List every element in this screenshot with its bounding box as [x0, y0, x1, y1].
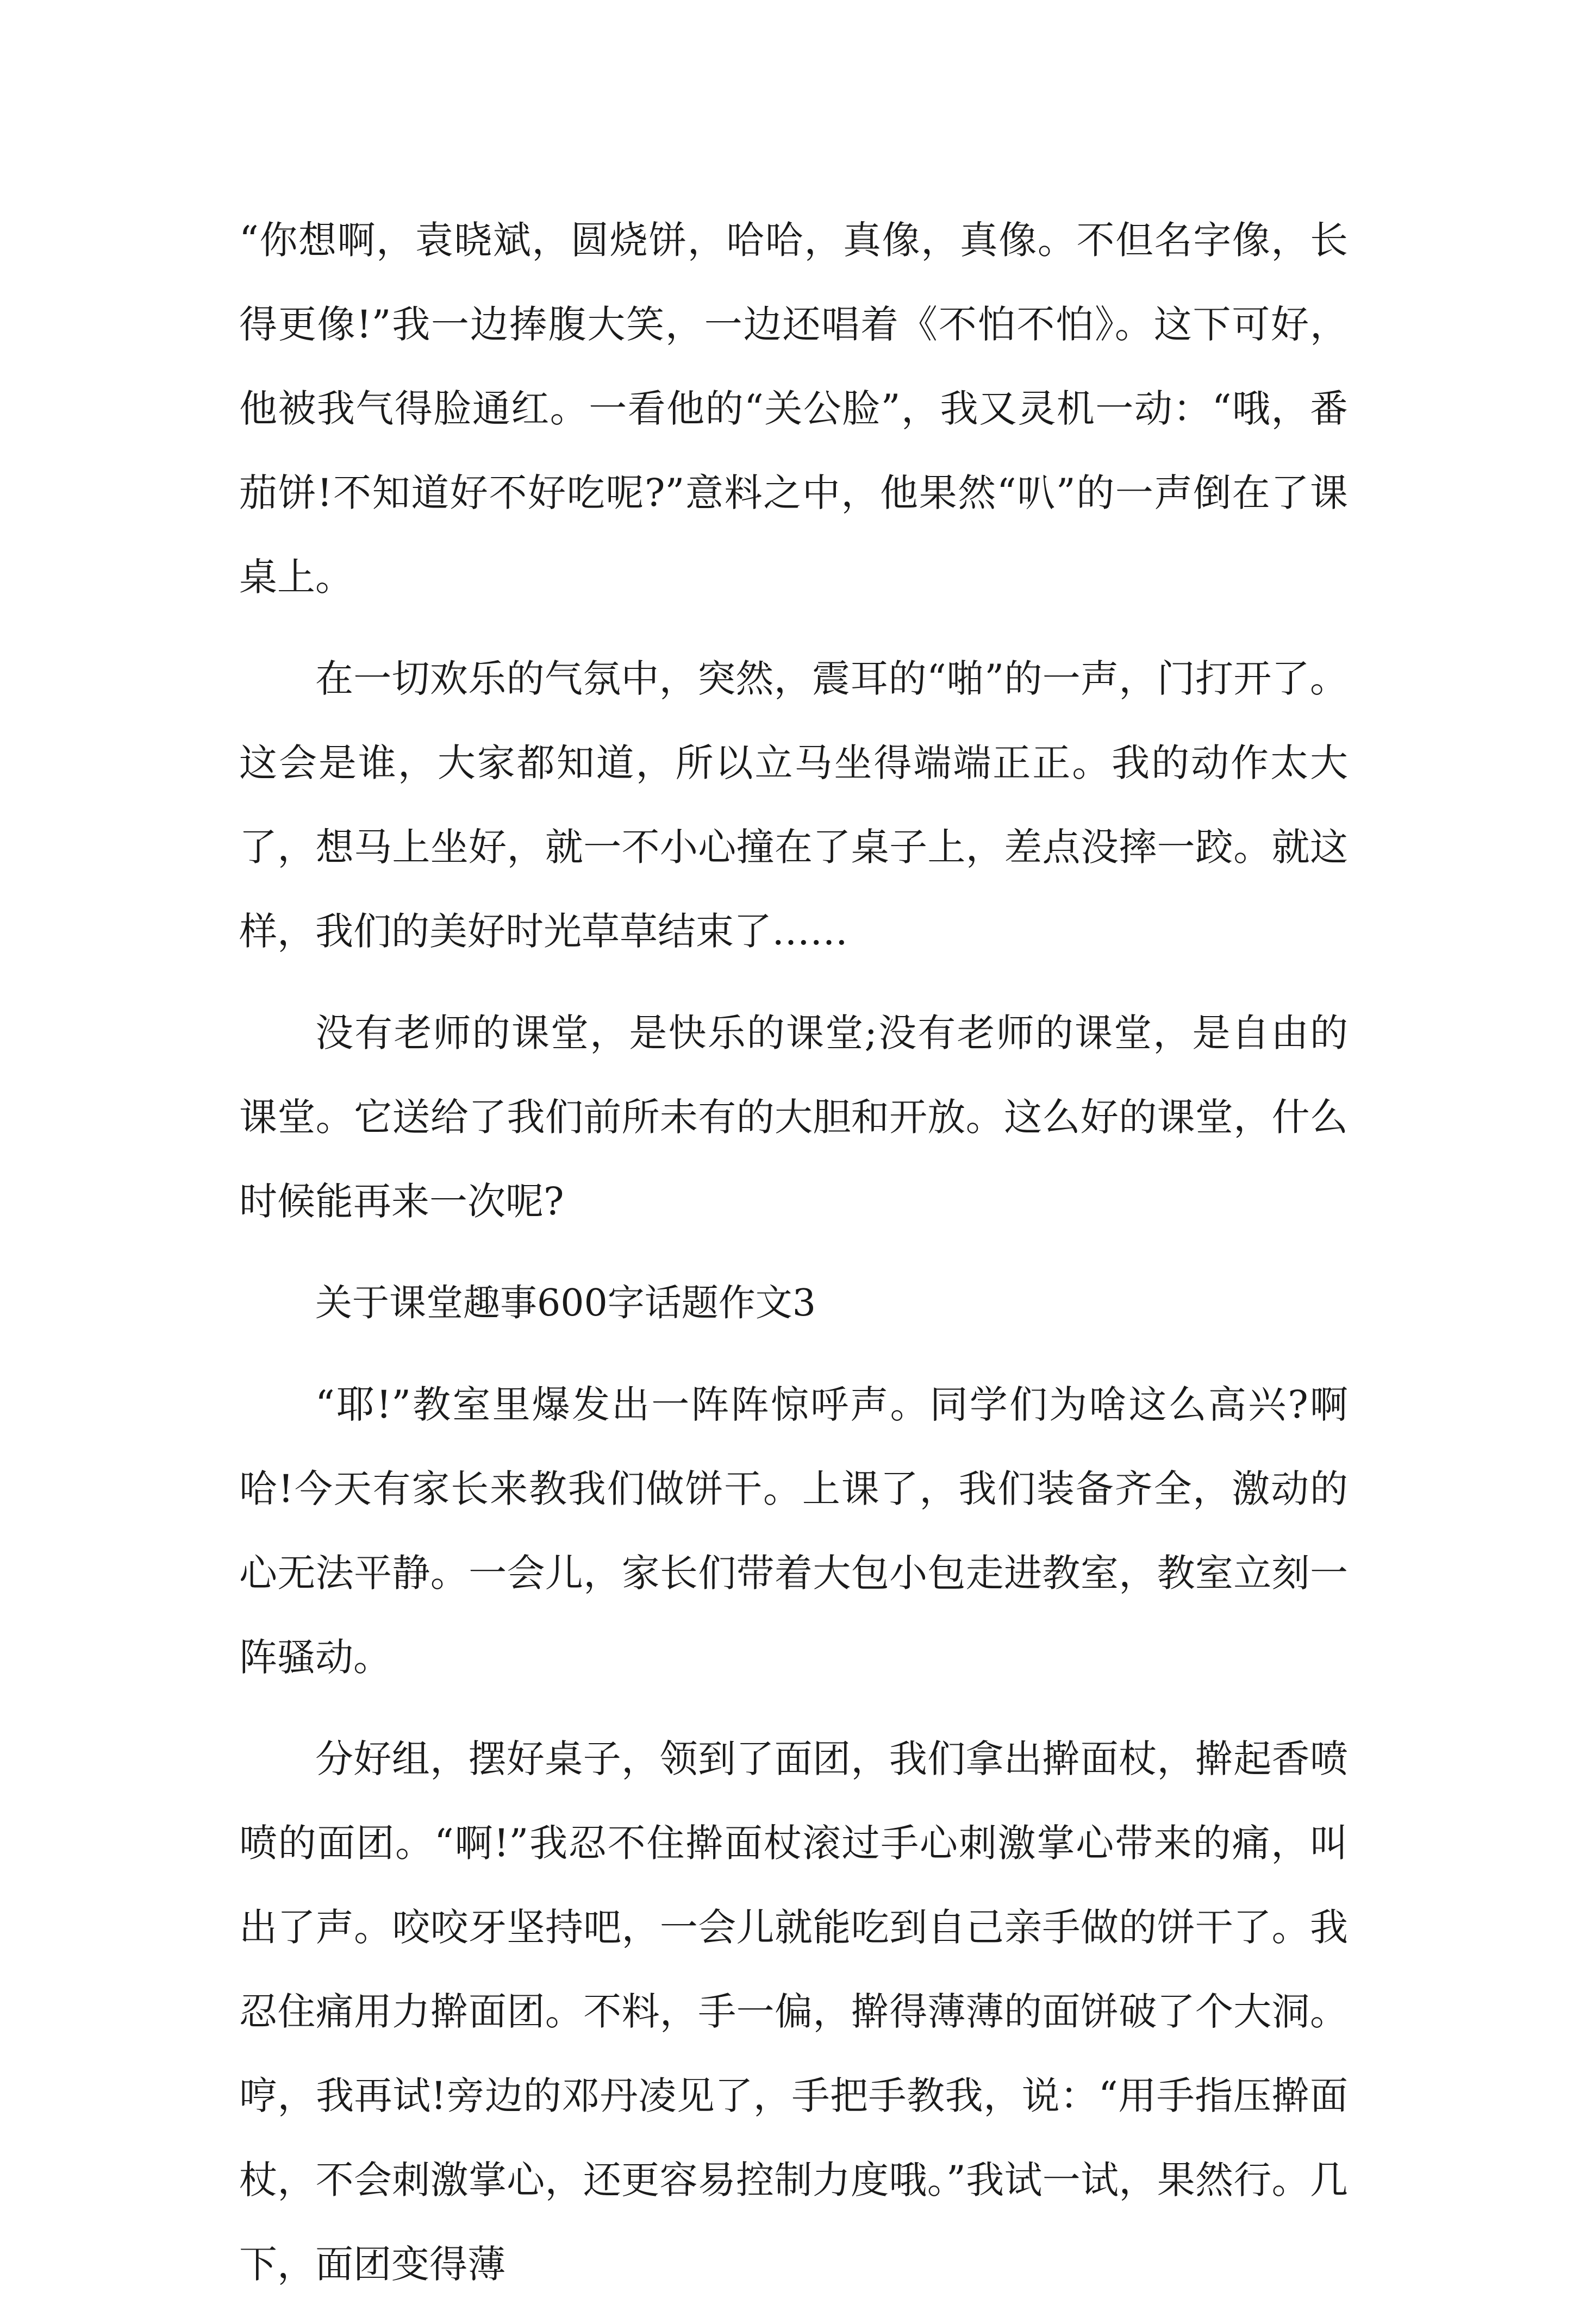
section-title: 关于课堂趣事600字话题作文3: [315, 1282, 816, 1325]
paragraph-3: 没有老师的课堂，是快乐的课堂;没有老师的课堂，是自由的课堂。它送给了我们前所未有的大胆和开放。这么好的课堂，什么时候能再来一次呢?: [239, 1011, 1348, 1224]
paragraph-1: “你想啊，袁晓斌，圆烧饼，哈哈，真像，真像。不但名字像，长得更像!”我一边捧腹大笑，一边还唱着《不怕不怕》。这下可好，他被我气得脸通红。一看他的“关公脸”，我又灵机一动：“哦，番茄饼!不知道好不好吃呢?”意料之中，他果然“叭”的一声倒在了课桌上。: [239, 218, 1348, 599]
paragraph-2: 在一切欢乐的气氛中，突然，震耳的“啪”的一声，门打开了。这会是谁，大家都知道，所以立马坐得端端正正。我的动作太大了，想马上坐好，就一不小心撞在了桌子上，差点没摔一跤。就这样，我们的美好时光草草结束了……: [239, 656, 1348, 954]
paragraph-4: “耶!”教室里爆发出一阵阵惊呼声。同学们为啥这么高兴?啊哈!今天有家长来教我们做饼干。上课了，我们装备齐全，激动的心无法平静。一会儿，家长们带着大包小包走进教室，教室立刻一阵骚动。: [239, 1382, 1348, 1680]
document-body: [239, 198, 1348, 2324]
paragraph-5: 分好组，摆好桌子，领到了面团，我们拿出擀面杖，擀起香喷喷的面团。“啊!”我忍不住擀面杖滚过手心刺激掌心带来的痛，叫出了声。咬咬牙坚持吧，一会儿就能吃到自己亲手做的饼干了。我忍住痛用力擀面团。不料，手一偏，擀得薄薄的面饼破了个大洞。哼，我再试!旁边的邓丹凌见了，手把手教我，说：“用手指压擀面杖，不会刺激掌心，还更容易控制力度哦。”我试一试，果然行。几下，面团变得薄: [239, 1737, 1348, 2287]
